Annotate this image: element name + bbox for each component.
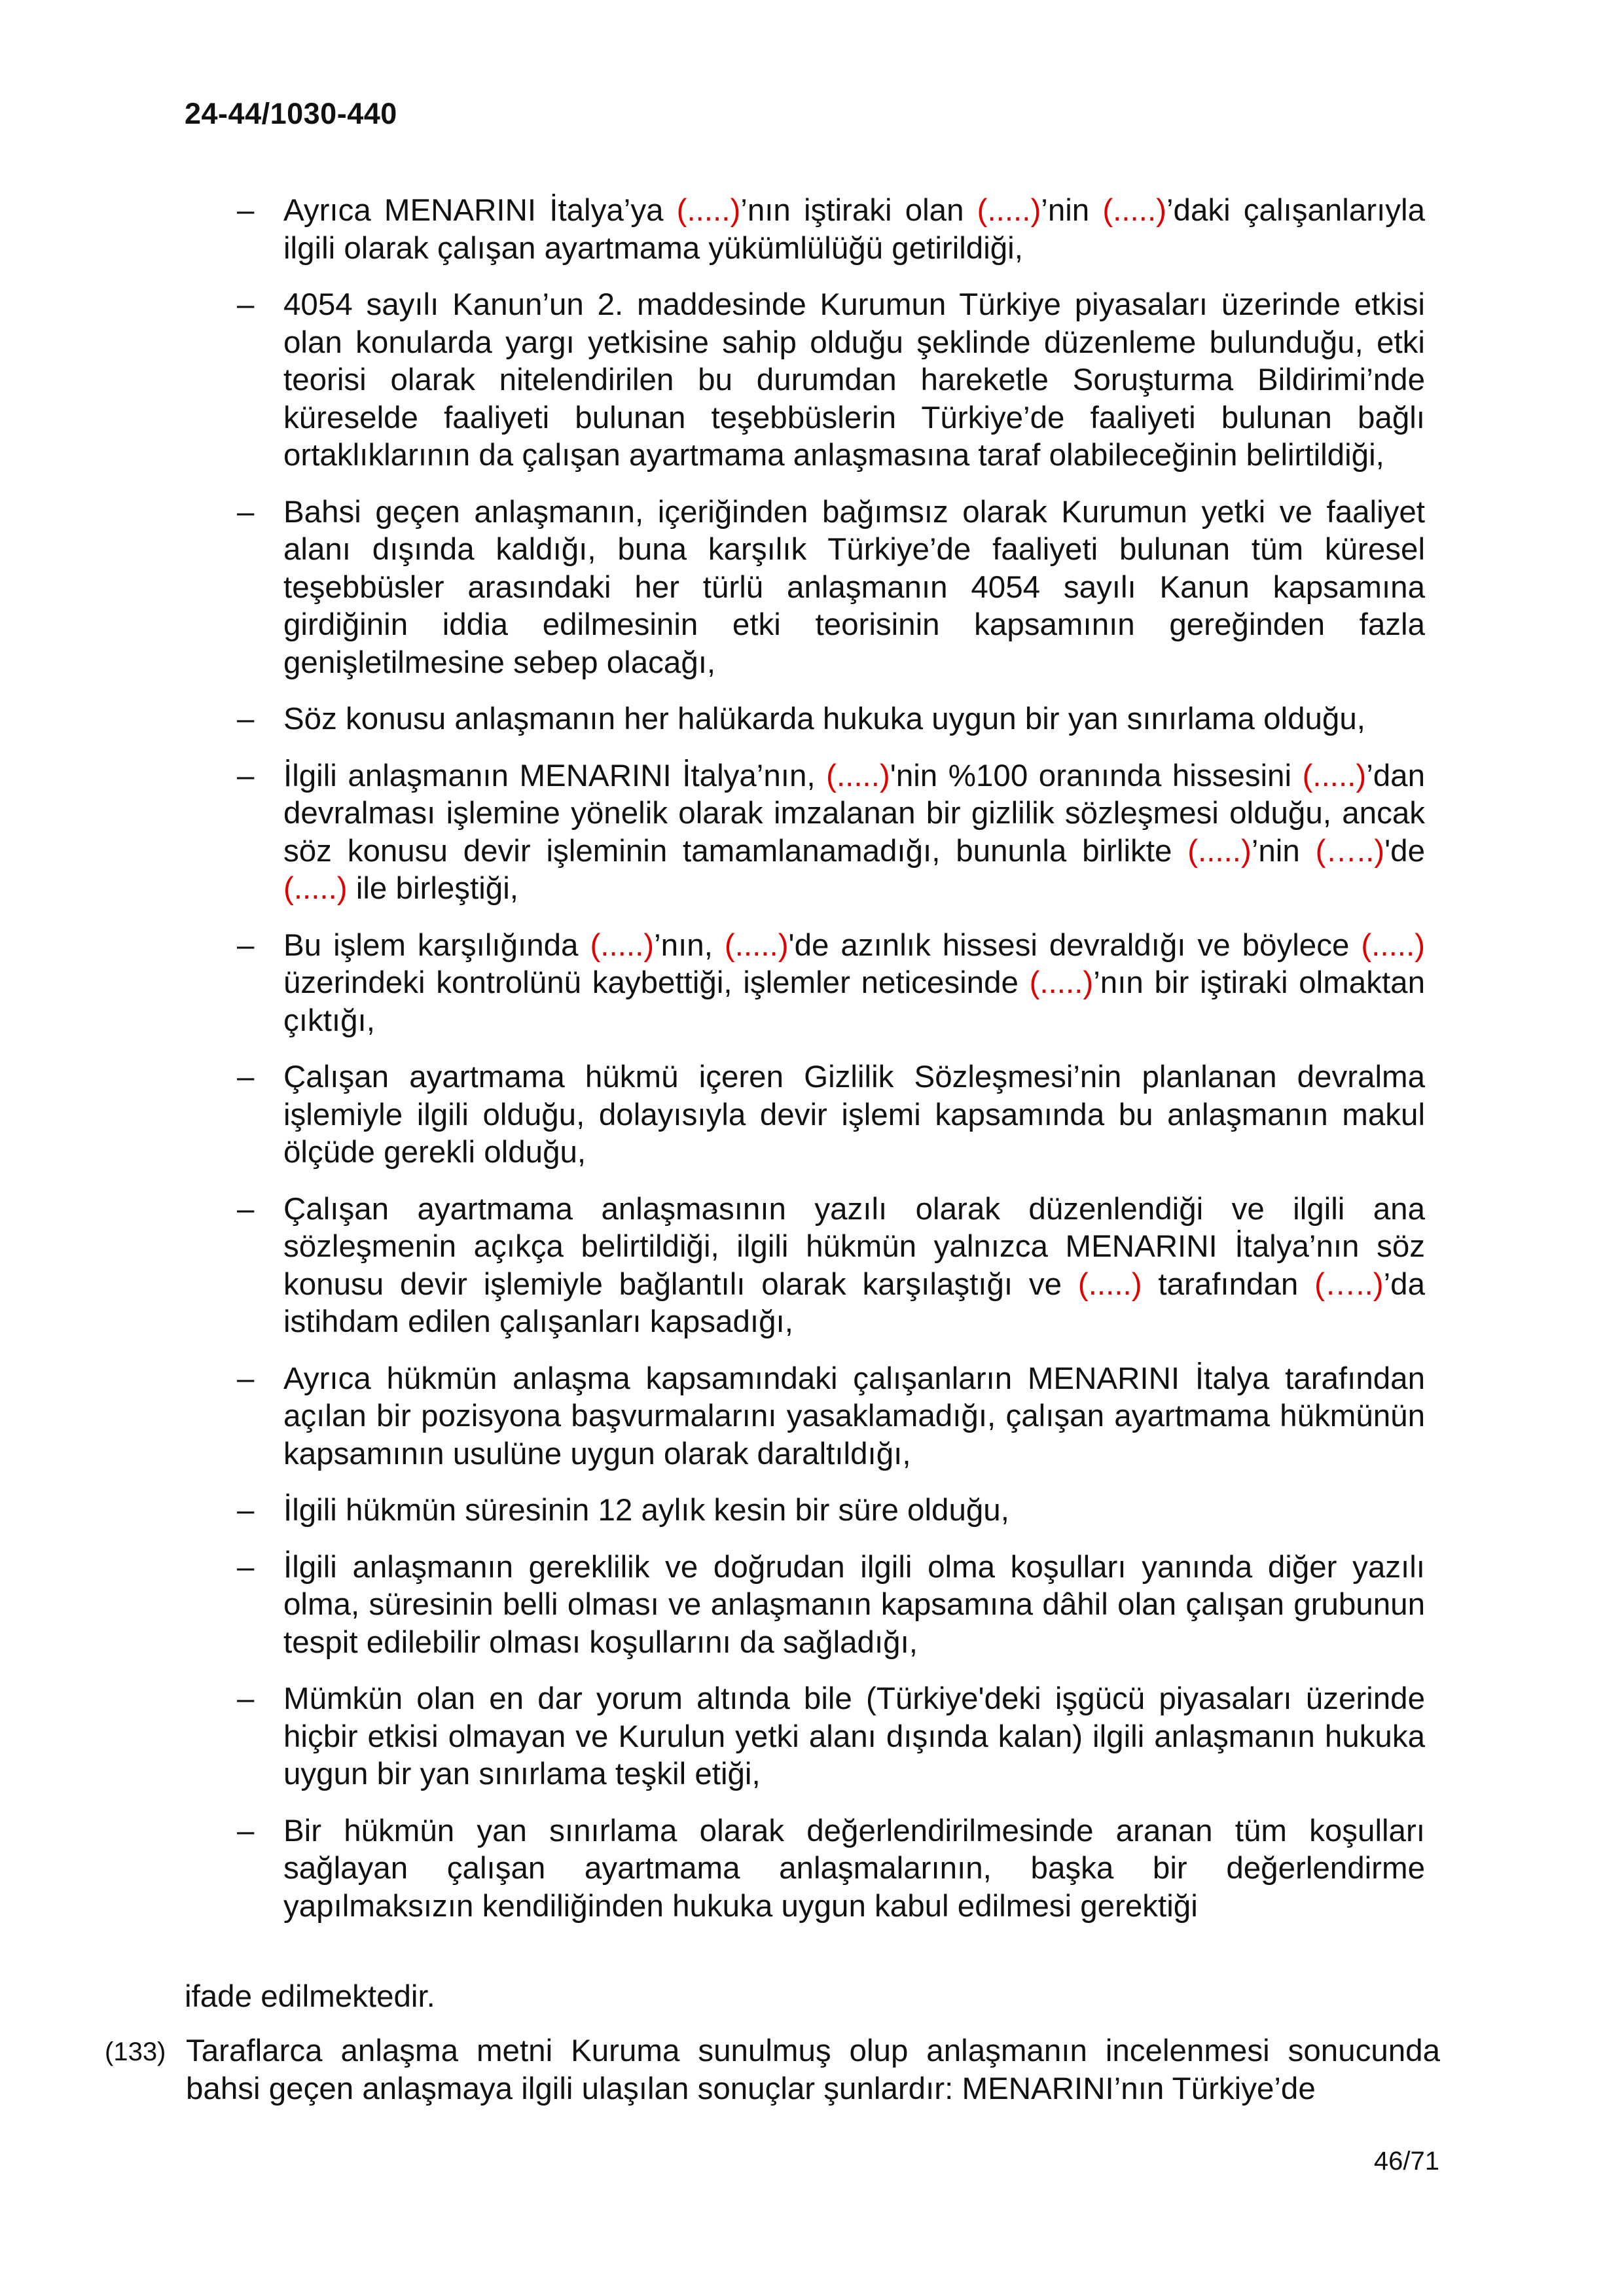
text-segment: 'de azınlık hissesi devraldığı ve böylece	[788, 927, 1362, 963]
bullet-item	[237, 1492, 1425, 1530]
redacted-placeholder: (.....)	[1102, 193, 1166, 228]
bullet-dash-icon: –	[237, 494, 255, 529]
bullet-dash-icon: –	[237, 1060, 255, 1094]
bullet-text	[283, 1681, 1425, 1791]
bullet-item	[237, 1549, 1425, 1662]
bullet-item	[237, 700, 1425, 738]
text-segment: İlgili anlaşmanın gereklilik ve doğrudan ilgili olma koşulları yanında diğer yazılı olma, süresinin belli olması ve anlaşmanın kapsamına dâhil olan çalışan grubunun tespit edilebilir olması koşullarını da sağladığı,	[283, 1549, 1425, 1660]
bullet-dash-icon: –	[237, 927, 255, 963]
bullet-item	[237, 1191, 1425, 1341]
text-segment: Ayrıca hükmün anlaşma kapsamındaki çalışanların MENARINI İtalya tarafından açılan bir pozisyona başvurmalarını yasaklamadığı, çalışan ayartmama hükmünün kapsamının usulüne uygun olarak daraltıldığı,	[283, 1361, 1425, 1471]
redacted-placeholder: (.....)	[283, 871, 348, 906]
text-segment: tarafından	[1142, 1266, 1315, 1302]
bullet-item	[237, 1680, 1425, 1793]
bullet-item	[237, 927, 1425, 1040]
bullet-text	[283, 702, 1365, 736]
bullet-text	[283, 193, 1425, 266]
text-segment: ’dan devralması işlemine yönelik olarak imzalanan bir gizlilik sözleşmesi olduğu, ancak söz konusu devir işleminin tamamlanamadığı, bununla birlikte	[283, 758, 1425, 869]
bullet-text	[283, 1550, 1425, 1660]
redacted-placeholder: (…..)	[1315, 833, 1385, 869]
text-segment: ile birleştiği,	[347, 871, 518, 906]
redacted-placeholder: (.....)	[724, 927, 789, 963]
bullet-list	[237, 192, 1425, 1944]
redacted-placeholder: (.....)	[1361, 927, 1425, 963]
paragraph-text: Taraflarca anlaşma metni Kuruma sunulmuş olup anlaşmanın incelenmesi sonucunda bahsi geçen anlaşmaya ilgili ulaşılan sonuçlar şunlardır: MENARINI’nın Türkiye’de	[186, 2034, 1440, 2106]
redacted-placeholder: (.....)	[590, 927, 655, 963]
text-segment: ’nın iştiraki olan	[740, 193, 977, 228]
text-segment: Çalışan ayartmama anlaşmasının yazılı olarak düzenlendiği ve ilgili ana sözleşmenin açıkça belirtildiği, ilgili hükmün yalnızca MENARINI İtalya’nın söz konusu devir işlemiyle bağlantılı olarak karşılaştığı ve	[283, 1191, 1425, 1302]
bullet-item	[237, 493, 1425, 682]
closing-text: ifade edilmektedir.	[185, 1979, 435, 2014]
bullet-text	[283, 1493, 1009, 1528]
page-number: 46/71	[1373, 2147, 1439, 2176]
redacted-placeholder: (.....)	[1302, 758, 1367, 793]
text-segment: 'nin %100 oranında hissesini	[890, 758, 1303, 793]
text-segment: Çalışan ayartmama hükmü içeren Gizlilik Sözleşmesi’nin planlanan devralma işlemiyle ilgili olduğu, dolayısıyla devir işlemi kapsamında bu anlaşmanın makul ölçüde gerekli olduğu,	[283, 1060, 1425, 1170]
redacted-placeholder: (.....)	[826, 758, 890, 793]
bullet-item	[237, 286, 1425, 475]
redacted-placeholder: (…..)	[1314, 1266, 1384, 1302]
bullet-dash-icon: –	[237, 1493, 255, 1528]
bullet-item	[237, 757, 1425, 908]
text-segment: Mümkün olan en dar yorum altında bile (Türkiye'deki işgücü piyasaları üzerinde hiçbir etkisi olmayan ve Kurulun yetki alanı dışında kalan) ilgili anlaşmanın hukuka uygun bir yan sınırlama teşkil etiği,	[283, 1681, 1425, 1791]
text-segment: Ayrıca MENARINI İtalya’ya	[283, 193, 677, 228]
paragraph-number: (133)	[105, 2037, 166, 2066]
bullet-text	[283, 1060, 1425, 1170]
text-segment: ’da istihdam edilen çalışanları kapsadığı,	[283, 1266, 1425, 1339]
bullet-text	[283, 495, 1425, 680]
text-segment: ’nin	[1251, 833, 1316, 869]
document-id: 24-44/1030-440	[185, 97, 397, 130]
text-segment: ’nın,	[654, 927, 725, 963]
text-segment: İlgili anlaşmanın MENARINI İtalya’nın,	[283, 758, 827, 793]
bullet-item	[237, 1360, 1425, 1473]
redacted-placeholder: (.....)	[1029, 965, 1094, 1000]
bullet-dash-icon: –	[237, 702, 255, 736]
bullet-text	[283, 1361, 1425, 1471]
text-segment: 4054 sayılı Kanun’un 2. maddesinde Kurumun Türkiye piyasaları üzerinde etkisi olan konularda yargı yetkisine sahip olduğu şeklinde düzenleme bulunduğu, etki teorisi olarak nitelendirilen bu durumdan hareketle Soruşturma Bildirimi’nde küreselde faaliyeti bulunan teşebbüslerin Türkiye’de faaliyeti bulunan bağlı ortaklıklarının da çalışan ayartmama anlaşmasına taraf olabileceğinin belirtildiği,	[283, 287, 1425, 473]
bullet-dash-icon: –	[237, 287, 255, 322]
bullet-text	[283, 759, 1425, 906]
text-segment: İlgili hükmün süresinin 12 aylık kesin bir süre olduğu,	[283, 1493, 1009, 1528]
bullet-item	[237, 1058, 1425, 1172]
bullet-text	[283, 287, 1425, 473]
text-segment: üzerindeki kontrolünü kaybettiği, işlemler neticesinde	[283, 965, 1030, 1000]
text-segment: Bahsi geçen anlaşmanın, içeriğinden bağımsız olarak Kurumun yetki ve faaliyet alanı dışında kaldığı, buna karşılık Türkiye’de faaliyeti bulunan tüm küresel teşebbüsler arasındaki her türlü anlaşmanın 4054 sayılı Kanun kapsamına girdiğinin iddia edilmesinin etki teorisinin kapsamının gereğinden fazla genişletilmesine sebep olacağı,	[283, 494, 1425, 680]
bullet-text	[283, 1192, 1425, 1340]
bullet-text	[283, 928, 1425, 1038]
bullet-item	[237, 1812, 1425, 1926]
text-segment: 'de	[1384, 833, 1425, 869]
bullet-dash-icon: –	[237, 1681, 255, 1716]
bullet-dash-icon: –	[237, 1813, 255, 1848]
bullet-dash-icon: –	[237, 193, 255, 228]
text-segment: Bu işlem karşılığında	[283, 927, 590, 963]
text-segment: ’daki çalışanlarıyla ilgili olarak çalışan ayartmama yükümlülüğü getirildiği,	[283, 193, 1425, 266]
bullet-text	[283, 1814, 1425, 1924]
bullet-dash-icon: –	[237, 758, 255, 793]
paragraph-133	[105, 2032, 1440, 2108]
text-segment: Söz konusu anlaşmanın her halükarda hukuka uygun bir yan sınırlama olduğu,	[283, 702, 1365, 736]
text-segment: ’nın bir iştiraki olmaktan çıktığı,	[283, 965, 1425, 1038]
bullet-dash-icon: –	[237, 1191, 255, 1227]
text-segment: Bir hükmün yan sınırlama olarak değerlendirilmesinde aranan tüm koşulları sağlayan çalışan ayartmama anlaşmalarının, başka bir değerlendirme yapılmaksızın kendiliğinden hukuka uygun kabul edilmesi gerektiği	[283, 1813, 1425, 1924]
redacted-placeholder: (.....)	[1077, 1266, 1142, 1302]
text-segment: ’nin	[1041, 193, 1103, 228]
redacted-placeholder: (.....)	[977, 193, 1041, 228]
bullet-dash-icon: –	[237, 1549, 255, 1585]
bullet-dash-icon: –	[237, 1361, 255, 1396]
bullet-item	[237, 192, 1425, 267]
redacted-placeholder: (.....)	[676, 193, 741, 228]
redacted-placeholder: (.....)	[1187, 833, 1252, 869]
